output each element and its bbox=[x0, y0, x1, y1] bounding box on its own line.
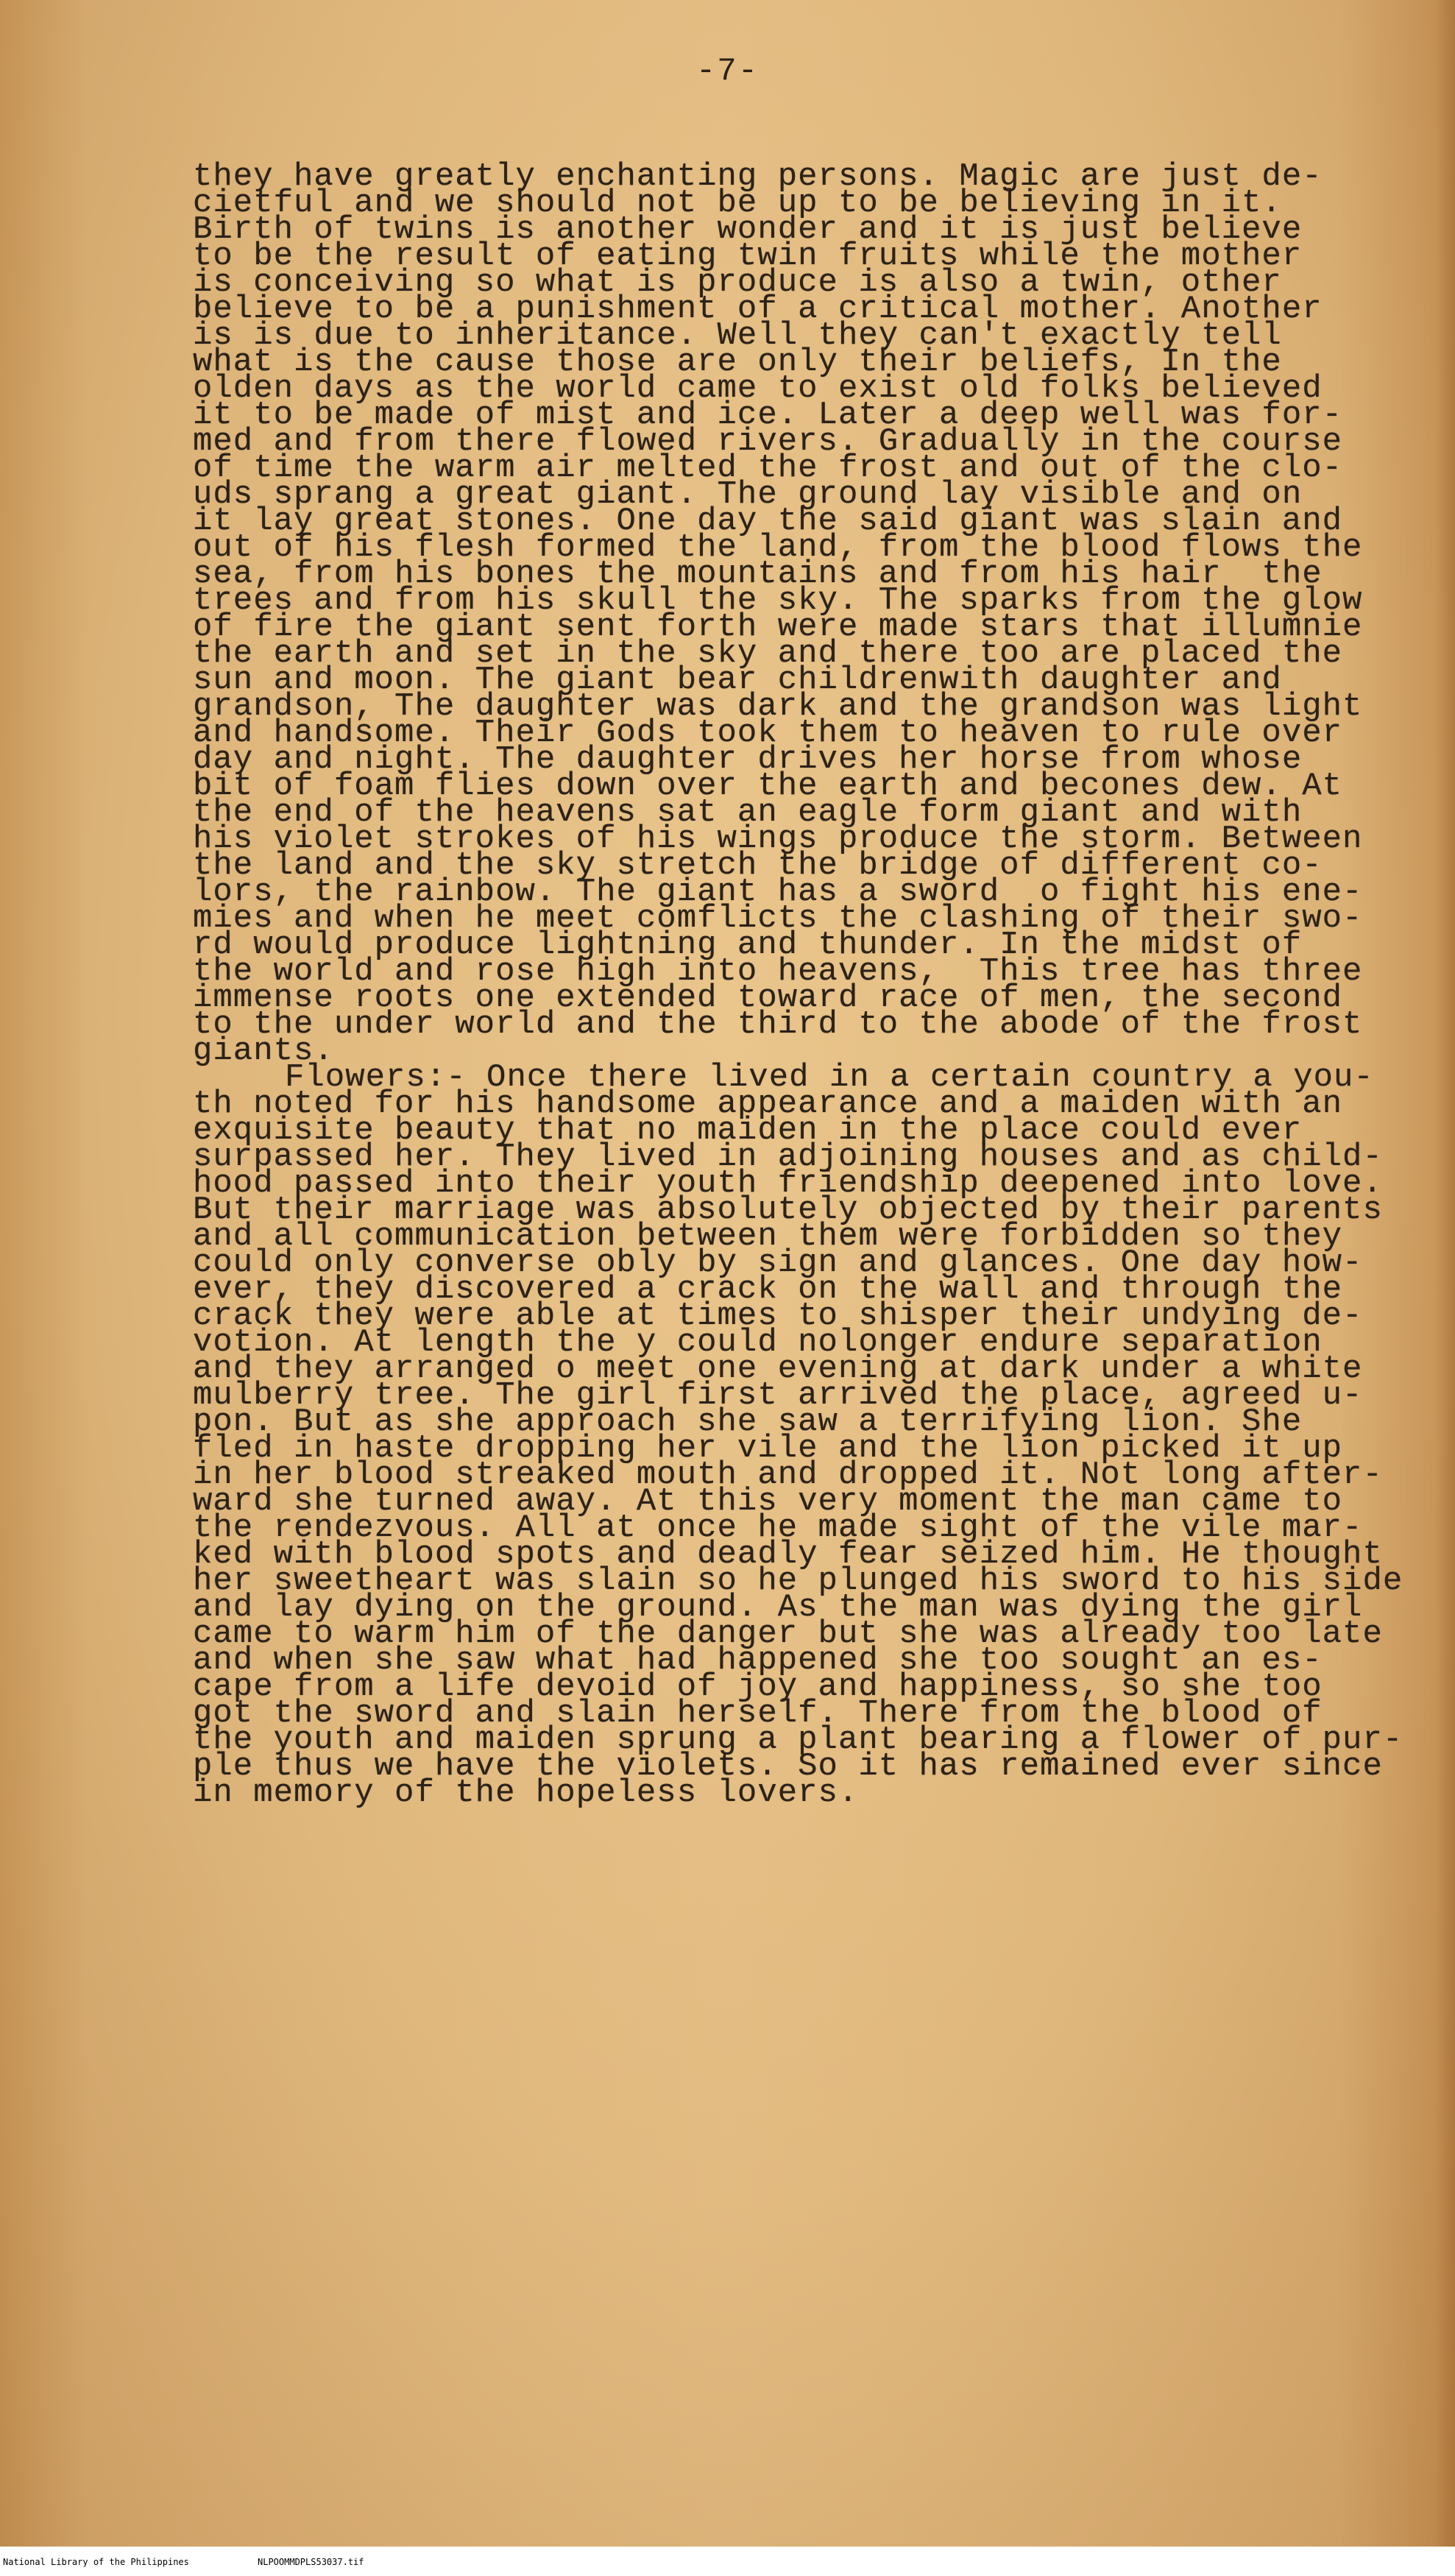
text-line: is conceiving so what is produce is also a twin, other bbox=[193, 264, 1282, 301]
text-line: believe to be a punishment of a critical mother. Another bbox=[193, 291, 1323, 328]
text-line: ked with blood spots and deadly fear seized him. He thought bbox=[193, 1536, 1383, 1573]
text-line: what is the cause those are only their beliefs, In the bbox=[193, 344, 1282, 381]
text-line: and all communication between them were forbidden so they bbox=[193, 1218, 1343, 1255]
text-line: to the under world and the third to the abode of the frost bbox=[193, 1006, 1363, 1043]
text-line: sun and moon. The giant bear childrenwith daughter and bbox=[193, 662, 1282, 698]
text-line: immense roots one extended toward race of men, the second bbox=[193, 980, 1343, 1016]
text-line: to be the result of eating twin fruits while the mother bbox=[193, 238, 1303, 275]
footer-library-name: National Library of the Philippines bbox=[3, 2557, 189, 2567]
text-line: it lay great stones. One day the said giant was slain and bbox=[193, 503, 1343, 539]
text-line: hood passed into their youth friendship deepened into love. bbox=[193, 1165, 1383, 1202]
text-line: came to warm him of the danger but she was already too late bbox=[193, 1616, 1383, 1652]
text-line: got the sword and slain herself. There from the blood of bbox=[193, 1695, 1323, 1732]
text-line: sea, from his bones the mountains and from his hair the bbox=[193, 556, 1323, 592]
text-line: trees and from his skull the sky. The sparks from the glow bbox=[193, 582, 1363, 619]
text-line: and handsome. Their Gods took them to heaven to rule over bbox=[193, 715, 1343, 751]
text-line: the earth and set in the sky and there too are placed the bbox=[193, 635, 1343, 672]
text-line: votion. At length the y could nolonger endure separation bbox=[193, 1324, 1323, 1361]
text-line: fled in haste dropping her vile and the lion picked it up bbox=[193, 1430, 1343, 1467]
text-line: th noted for his handsome appearance and a maiden with an bbox=[193, 1086, 1343, 1122]
text-line: cape from a life devoid of joy and happiness, so she too bbox=[193, 1669, 1323, 1705]
text-line: ward she turned away. At this very moment the man came to bbox=[193, 1483, 1343, 1520]
text-line: and when she saw what had happened she too sought an es- bbox=[193, 1642, 1323, 1679]
text-line: med and from there flowed rivers. Gradually in the course bbox=[193, 423, 1343, 460]
text-line: of fire the giant sent forth were made stars that illumnie bbox=[193, 609, 1363, 645]
text-line: olden days as the world came to exist old folks believed bbox=[193, 370, 1323, 407]
text-line: pon. But as she approach she saw a terrifying lion. She bbox=[193, 1404, 1303, 1440]
text-line: mulberry tree. The girl first arrived the place, agreed u- bbox=[193, 1377, 1363, 1414]
text-line: lors, the rainbow. The giant has a sword o fight his ene- bbox=[193, 874, 1363, 910]
text-line: and they arranged o meet one evening at dark under a white bbox=[193, 1351, 1363, 1387]
text-line: the youth and maiden sprung a plant bearing a flower of pur- bbox=[193, 1722, 1403, 1758]
document-body bbox=[193, 158, 1444, 1811]
text-line: ever, they discovered a crack on the wall and through the bbox=[193, 1271, 1343, 1308]
text-line: surpassed her. They lived in adjoining houses and as child- bbox=[193, 1139, 1383, 1175]
text-line: ple thus we have the violets. So it has remained ever since bbox=[193, 1748, 1383, 1785]
page-number: -7- bbox=[695, 53, 760, 90]
text-line: the rendezvous. All at once he made sight of the vile mar- bbox=[193, 1510, 1363, 1546]
text-line: cietful and we should not be up to be believing in it. bbox=[193, 185, 1282, 222]
text-line: they have greatly enchanting persons. Magic are just de- bbox=[193, 158, 1323, 195]
text-line: Birth of twins is another wonder and it is just believe bbox=[193, 211, 1303, 248]
text-line: the world and rose high into heavens, This tree has three bbox=[193, 953, 1363, 990]
text-line: could only converse obly by sign and glances. One day how- bbox=[193, 1245, 1363, 1281]
text-line: out of his flesh formed the land, from the blood flows the bbox=[193, 529, 1363, 566]
text-line: the end of the heavens sat an eagle form giant and with bbox=[193, 794, 1303, 831]
text-line: mies and when he meet comflicts the clashing of their swo- bbox=[193, 900, 1363, 937]
text-line: rd would produce lightning and thunder. In the midst of bbox=[193, 927, 1303, 963]
text-line: uds sprang a great giant. The ground lay visible and on bbox=[193, 476, 1303, 513]
scan-footer bbox=[0, 2547, 1455, 2576]
text-line: in memory of the hopeless lovers. bbox=[193, 1774, 859, 1811]
text-line: of time the warm air melted the frost and out of the clo- bbox=[193, 450, 1343, 486]
text-line: it to be made of mist and ice. Later a deep well was for- bbox=[193, 397, 1343, 434]
paragraph bbox=[193, 158, 1444, 1069]
footer-filename: NLPOOMMDPLS53037.tif bbox=[258, 2557, 364, 2567]
text-line: But their marriage was absolutely objected by their parents bbox=[193, 1192, 1383, 1228]
text-line: her sweetheart was slain so he plunged his sword to his side bbox=[193, 1563, 1403, 1599]
text-line: grandson, The daughter was dark and the grandson was light bbox=[193, 688, 1363, 725]
text-line: day and night. The daughter drives her horse from whose bbox=[193, 741, 1303, 778]
text-line: the land and the sky stretch the bridge of different co- bbox=[193, 847, 1323, 884]
text-line: bit of foam flies down over the earth and becones dew. At bbox=[193, 768, 1343, 804]
text-line: giants. bbox=[193, 1033, 334, 1069]
paragraph bbox=[193, 1059, 1444, 1811]
text-line: exquisite beauty that no maiden in the place could ever bbox=[193, 1112, 1303, 1149]
text-line: is is due to inheritance. Well they can't exactly tell bbox=[193, 317, 1282, 354]
text-line: Flowers:- Once there lived in a certain country a you- bbox=[285, 1059, 1374, 1096]
text-line: in her blood streaked mouth and dropped it. Not long after- bbox=[193, 1457, 1383, 1493]
text-line: and lay dying on the ground. As the man was dying the girl bbox=[193, 1589, 1363, 1626]
text-line: his violet strokes of his wings produce the storm. Between bbox=[193, 821, 1363, 857]
text-line: crack they were able at times to shisper their undying de- bbox=[193, 1298, 1363, 1334]
